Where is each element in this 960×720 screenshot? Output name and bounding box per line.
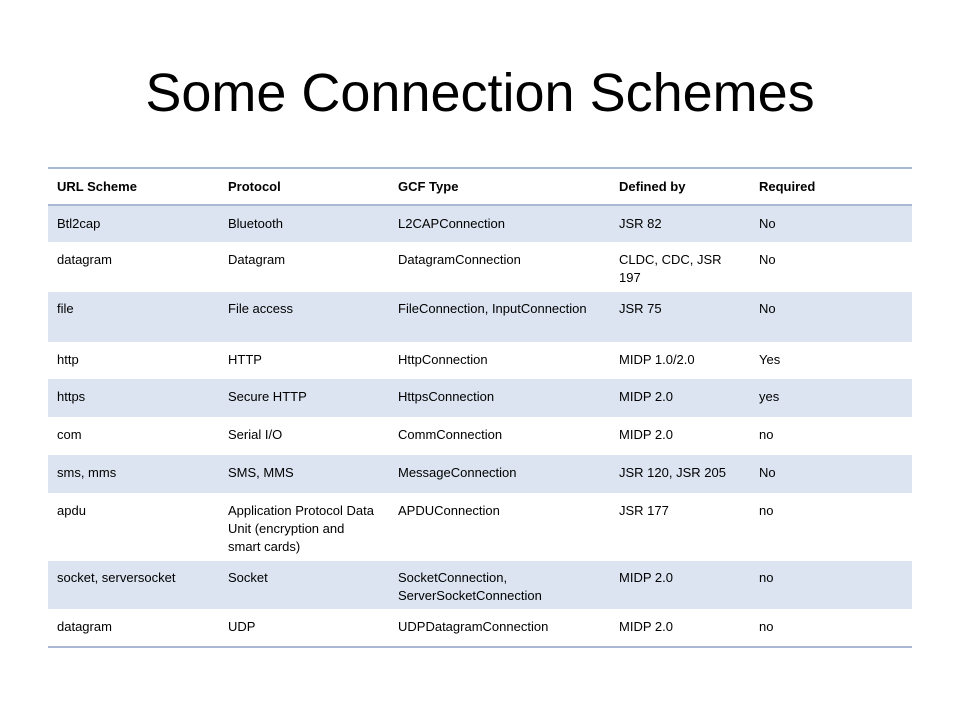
cell-gcf-type: SocketConnection, ServerSocketConnection bbox=[389, 561, 610, 609]
cell-defined-by: JSR 82 bbox=[610, 205, 750, 242]
cell-defined-by: MIDP 2.0 bbox=[610, 561, 750, 609]
cell-url-scheme: file bbox=[48, 292, 219, 342]
cell-url-scheme: sms, mms bbox=[48, 455, 219, 493]
header-url-scheme: URL Scheme bbox=[48, 168, 219, 205]
table-row bbox=[48, 292, 912, 342]
cell-protocol: UDP bbox=[219, 609, 389, 647]
cell-required: no bbox=[750, 561, 912, 609]
cell-required: no bbox=[750, 609, 912, 647]
cell-gcf-type: MessageConnection bbox=[389, 455, 610, 493]
cell-defined-by: JSR 75 bbox=[610, 292, 750, 342]
cell-gcf-type: UDPDatagramConnection bbox=[389, 609, 610, 647]
cell-defined-by: MIDP 1.0/2.0 bbox=[610, 342, 750, 379]
cell-gcf-type: DatagramConnection bbox=[389, 242, 610, 292]
table-row bbox=[48, 455, 912, 493]
cell-defined-by: CLDC, CDC, JSR 197 bbox=[610, 242, 750, 292]
cell-url-scheme: http bbox=[48, 342, 219, 379]
table-row bbox=[48, 342, 912, 379]
cell-defined-by: MIDP 2.0 bbox=[610, 379, 750, 417]
cell-defined-by: MIDP 2.0 bbox=[610, 417, 750, 455]
table-row bbox=[48, 379, 912, 417]
cell-url-scheme: datagram bbox=[48, 609, 219, 647]
cell-gcf-type: CommConnection bbox=[389, 417, 610, 455]
cell-gcf-type: HttpConnection bbox=[389, 342, 610, 379]
cell-protocol: Serial I/O bbox=[219, 417, 389, 455]
table-row bbox=[48, 417, 912, 455]
cell-required: No bbox=[750, 455, 912, 493]
cell-protocol: Application Protocol Data Unit (encryption and smart cards) bbox=[219, 493, 389, 561]
header-gcf-type: GCF Type bbox=[389, 168, 610, 205]
cell-protocol: Socket bbox=[219, 561, 389, 609]
cell-protocol: File access bbox=[219, 292, 389, 342]
table-row bbox=[48, 561, 912, 609]
cell-url-scheme: socket, serversocket bbox=[48, 561, 219, 609]
table-row bbox=[48, 493, 912, 561]
table-header-row bbox=[48, 168, 912, 205]
cell-gcf-type: HttpsConnection bbox=[389, 379, 610, 417]
cell-defined-by: JSR 120, JSR 205 bbox=[610, 455, 750, 493]
cell-url-scheme: https bbox=[48, 379, 219, 417]
cell-required: no bbox=[750, 493, 912, 561]
table-row bbox=[48, 242, 912, 292]
cell-gcf-type: FileConnection, InputConnection bbox=[389, 292, 610, 342]
cell-required: No bbox=[750, 205, 912, 242]
cell-gcf-type: L2CAPConnection bbox=[389, 205, 610, 242]
cell-protocol: HTTP bbox=[219, 342, 389, 379]
table-row bbox=[48, 609, 912, 647]
cell-required: No bbox=[750, 242, 912, 292]
cell-gcf-type: APDUConnection bbox=[389, 493, 610, 561]
cell-required: Yes bbox=[750, 342, 912, 379]
cell-url-scheme: datagram bbox=[48, 242, 219, 292]
cell-protocol: Datagram bbox=[219, 242, 389, 292]
connection-schemes-table bbox=[48, 167, 912, 648]
cell-required: no bbox=[750, 417, 912, 455]
cell-url-scheme: apdu bbox=[48, 493, 219, 561]
header-protocol: Protocol bbox=[219, 168, 389, 205]
cell-protocol: Secure HTTP bbox=[219, 379, 389, 417]
header-required: Required bbox=[750, 168, 912, 205]
cell-defined-by: MIDP 2.0 bbox=[610, 609, 750, 647]
cell-required: yes bbox=[750, 379, 912, 417]
cell-required: No bbox=[750, 292, 912, 342]
cell-protocol: SMS, MMS bbox=[219, 455, 389, 493]
cell-url-scheme: Btl2cap bbox=[48, 205, 219, 242]
cell-protocol: Bluetooth bbox=[219, 205, 389, 242]
slide-title: Some Connection Schemes bbox=[145, 63, 815, 123]
table-row bbox=[48, 205, 912, 242]
cell-defined-by: JSR 177 bbox=[610, 493, 750, 561]
cell-url-scheme: com bbox=[48, 417, 219, 455]
header-defined-by: Defined by bbox=[610, 168, 750, 205]
